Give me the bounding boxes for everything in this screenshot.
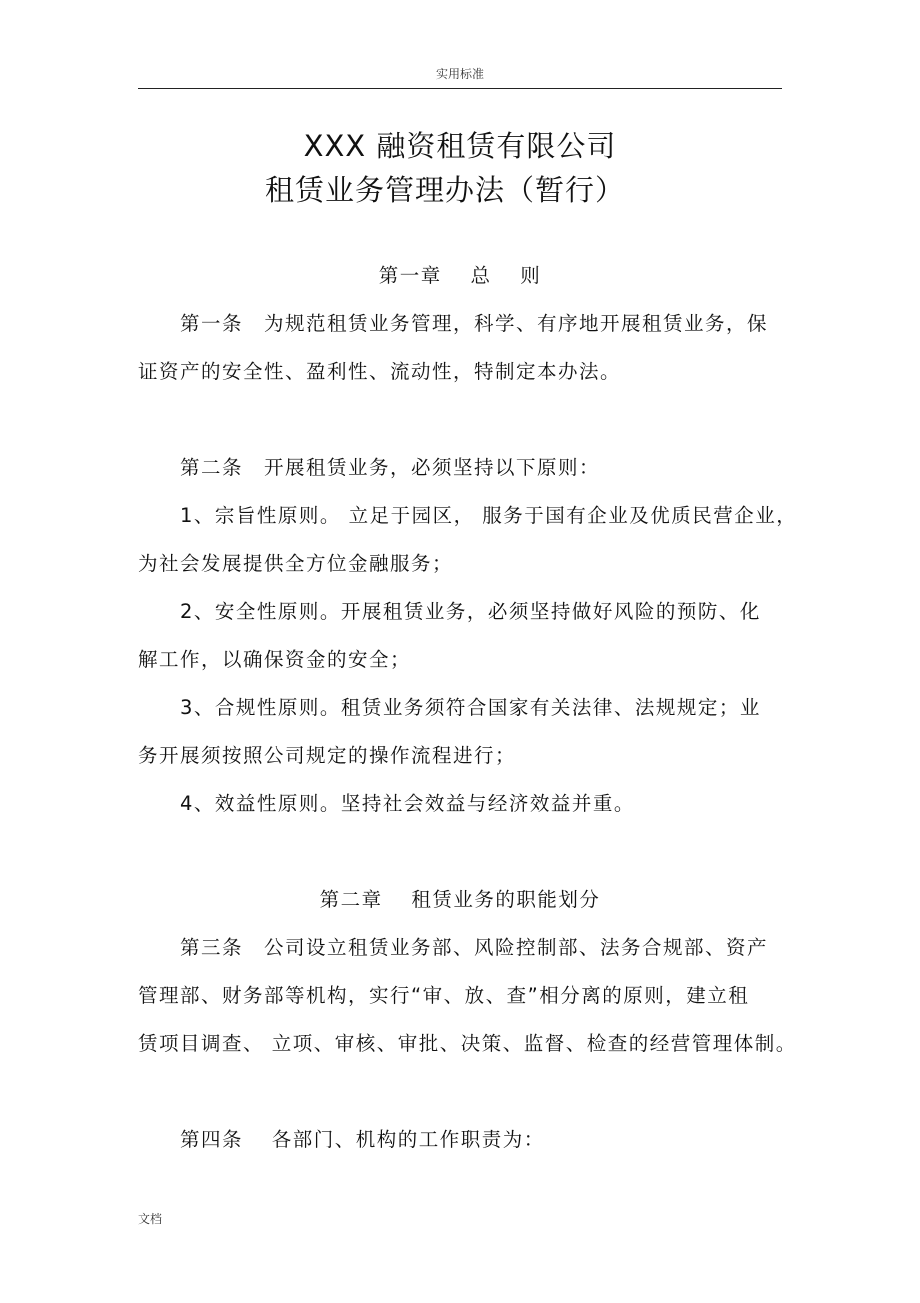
article-4-intro: 第四条 各部门、机构的工作职责为： <box>180 1128 545 1151</box>
document-title-line1: XXX 融资租赁有限公司 <box>303 129 617 163</box>
chapter-heading: 第二章 租赁业务的职能划分 <box>319 888 601 911</box>
article-3-line: 第三条 公司设立租赁业务部、风险控制部、法务合规部、资产 <box>180 936 769 959</box>
principle-item-line: 解工作，以确保资金的安全； <box>138 648 412 671</box>
article-2-intro: 第二条 开展租赁业务，必须坚持以下原则： <box>180 456 601 479</box>
principle-item-line: 为社会发展提供全方位金融服务； <box>138 552 454 575</box>
principle-item-line: 务开展须按照公司规定的操作流程进行； <box>138 744 517 767</box>
article-1-line: 第一条 为规范租赁业务管理，科学、有序地开展租赁业务，保 <box>180 312 769 335</box>
page-footer: 文档 <box>138 1212 163 1226</box>
page-header: 实用标准 <box>435 67 484 81</box>
header-divider <box>138 88 782 89</box>
principle-item-line: 3、合规性原则。租赁业务须符合国家有关法律、法规规定；业 <box>180 696 761 719</box>
article-3-line: 赁项目调查、 立项、审核、审批、决策、监督、检查的经营管理体制。 <box>138 1032 797 1055</box>
chapter-heading: 第一章 总 则 <box>378 264 542 287</box>
article-1-line: 证资产的安全性、盈利性、流动性，特制定本办法。 <box>138 360 622 383</box>
principle-item-line: 1、宗旨性原则。 立足于园区， 服务于国有企业及优质民营企业， <box>180 504 798 527</box>
article-3-line: 管理部、财务部等机构，实行“审、放、查”相分离的原则，建立租 <box>138 984 750 1007</box>
document-title-line2: 租赁业务管理办法（暂行） <box>264 173 625 207</box>
principle-item-line: 2、安全性原则。开展租赁业务，必须坚持做好风险的预防、化 <box>180 600 761 623</box>
principle-item-line: 4、效益性原则。坚持社会效益与经济效益并重。 <box>180 792 635 815</box>
